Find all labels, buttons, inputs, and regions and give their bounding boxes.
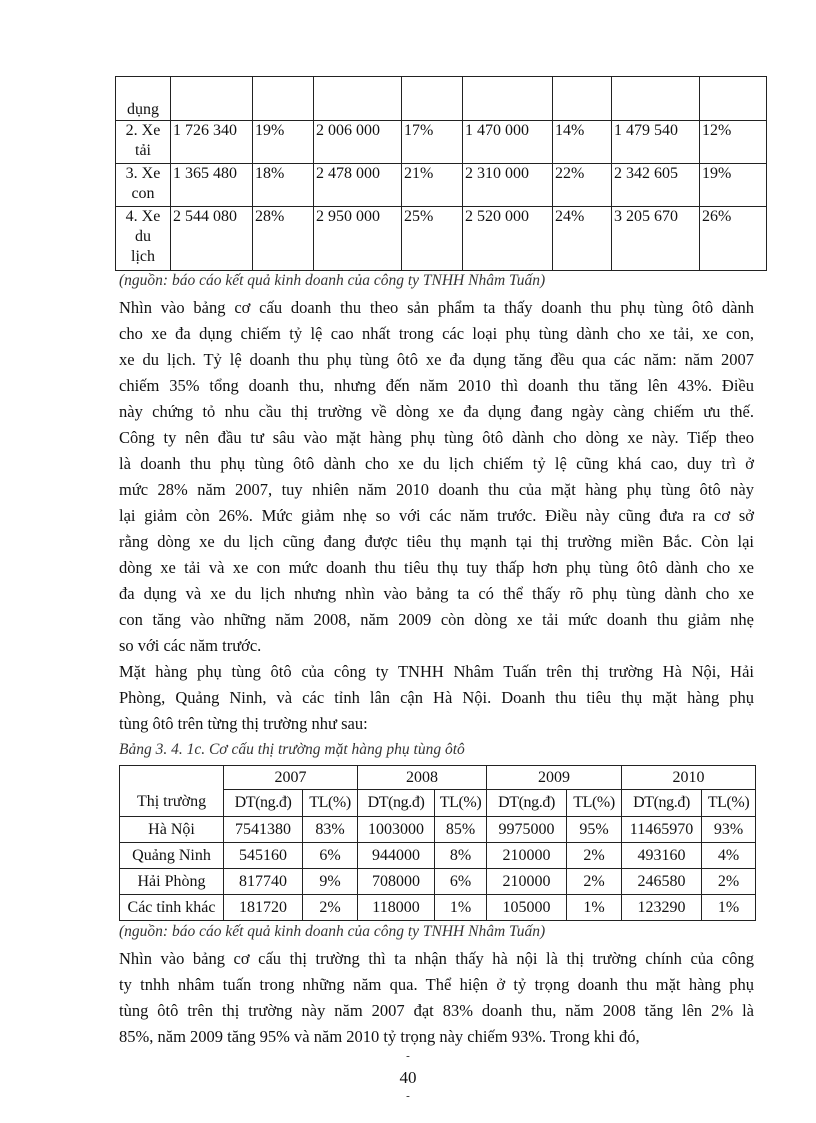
year-header: 2010 xyxy=(622,766,756,790)
table-cell: 7541380 xyxy=(224,817,303,843)
text-line: tùng ôtô trên từng thị trường như sau: xyxy=(119,714,368,733)
table-cell: 1003000 xyxy=(358,817,435,843)
table-cell: 6% xyxy=(435,869,487,895)
table-row xyxy=(116,207,767,271)
text-line: cho xe đa dụng chiếm tỷ lệ cao nhất trong các loại phụ tùng dành cho xe tải, xe con, xyxy=(119,324,754,343)
row-label: 2. Xe tải xyxy=(116,121,171,164)
table-cell: 11465970 xyxy=(622,817,702,843)
row-label: 3. Xe con xyxy=(116,164,171,207)
text-line: này chứng tỏ nhu cầu thị trường về dòng xe đa dụng đang ngày càng chiếm ưu thế. xyxy=(119,402,754,421)
market-name: Hà Nội xyxy=(120,817,224,843)
table-cell: 944000 xyxy=(358,843,435,869)
table-cell: 1 470 000 xyxy=(463,121,553,164)
product-revenue-table xyxy=(115,76,767,271)
text-line: tùng ôtô trên thị trường này năm 2007 đạt 83% doanh thu, năm 2008 tăng lên 2% là xyxy=(119,1001,754,1020)
table-cell: 493160 xyxy=(622,843,702,869)
table-cell: 25% xyxy=(402,207,463,271)
text-line: đa dụng và xe du lịch nhưng nhìn vào bảng ta có thể thấy rõ phụ tùng dành cho xe xyxy=(119,584,754,603)
footer-dash: - xyxy=(406,1090,410,1102)
table-row xyxy=(120,843,756,869)
text-line: rằng dòng xe du lịch cũng đang được tiêu thụ mạnh tại thị trường miền Bắc. Còn lại xyxy=(119,532,754,551)
text-line: Phòng, Quảng Ninh, và các tỉnh lân cận Hà Nội. Doanh thu tiêu thụ mặt hàng phụ xyxy=(119,688,754,707)
table-cell: 246580 xyxy=(622,869,702,895)
text-line: dòng xe tải và xe con mức doanh thu tiêu thụ tuy thấp hơn phụ tùng ôtô dành cho xe xyxy=(119,558,754,577)
table-cell: 2 544 080 xyxy=(171,207,253,271)
text-line: 85%, năm 2009 tăng 95% và năm 2010 tỷ trọng này chiếm 93%. Trong khi đó, xyxy=(119,1027,640,1046)
table-row xyxy=(116,77,767,121)
table-cell xyxy=(553,77,612,121)
table-cell xyxy=(700,77,767,121)
table-cell: 2% xyxy=(567,869,622,895)
text-line: so với các năm trước. xyxy=(119,636,262,655)
table-cell xyxy=(612,77,700,121)
table-cell: 19% xyxy=(700,164,767,207)
table-cell xyxy=(253,77,314,121)
table-cell: 2 006 000 xyxy=(314,121,402,164)
table-cell: 2 950 000 xyxy=(314,207,402,271)
table-cell: 2 310 000 xyxy=(463,164,553,207)
table-cell: 95% xyxy=(567,817,622,843)
table-row xyxy=(116,121,767,164)
text-line: lại giảm còn 26%. Mức giảm nhẹ so với các năm trước. Điều này cũng đưa ra cơ sở xyxy=(119,506,754,525)
body-paragraph xyxy=(119,295,754,659)
table-cell: 21% xyxy=(402,164,463,207)
table-row xyxy=(120,817,756,843)
table-cell: 12% xyxy=(700,121,767,164)
table-cell: 4% xyxy=(702,843,756,869)
table-cell: 210000 xyxy=(487,869,567,895)
body-paragraph xyxy=(119,946,754,1050)
tl-header: TL(%) xyxy=(702,790,756,817)
text-line: con tăng vào những năm 2008, năm 2009 còn dòng xe tải mức doanh thu giảm nhẹ xyxy=(119,610,754,629)
market-header: Thị trường xyxy=(120,766,224,817)
year-header: 2009 xyxy=(487,766,622,790)
table-caption: Bảng 3. 4. 1c. Cơ cấu thị trường mặt hàng phụ tùng ôtô xyxy=(119,741,465,758)
market-structure-table xyxy=(119,765,756,921)
table-cell: 708000 xyxy=(358,869,435,895)
text-line: Công ty nên đầu tư sâu vào mặt hàng phụ tùng ôtô dành cho dòng xe này. Tiếp theo xyxy=(119,428,754,447)
text-line: mức 28% năm 2007, tuy nhiên năm 2010 doanh thu của mặt hàng phụ tùng ôtô này xyxy=(119,480,754,499)
table-cell: 1% xyxy=(567,895,622,921)
table-cell: 1 726 340 xyxy=(171,121,253,164)
footer-dash: - xyxy=(406,1050,410,1062)
page-number: 40 xyxy=(399,1068,417,1087)
table-cell: 3 205 670 xyxy=(612,207,700,271)
table-cell: 118000 xyxy=(358,895,435,921)
table-cell: 93% xyxy=(702,817,756,843)
table-cell: 6% xyxy=(303,843,358,869)
table-cell: 2 478 000 xyxy=(314,164,402,207)
table-header-row xyxy=(120,766,756,790)
table-cell: 2% xyxy=(567,843,622,869)
table-row xyxy=(120,869,756,895)
table-cell: 9975000 xyxy=(487,817,567,843)
text-line: chiếm 35% tổng doanh thu, nhưng đến năm 2010 thì doanh thu tăng lên 43%. Điều xyxy=(119,376,754,395)
tl-header: TL(%) xyxy=(303,790,358,817)
table-cell: 2 520 000 xyxy=(463,207,553,271)
table-cell: 26% xyxy=(700,207,767,271)
table-cell: 181720 xyxy=(224,895,303,921)
source-note: (nguồn: báo cáo kết quả kinh doanh của công ty TNHH Nhâm Tuấn) xyxy=(119,272,546,289)
market-name: Hải Phòng xyxy=(120,869,224,895)
text-line: là doanh thu phụ tùng ôtô dành cho xe du lịch chiếm tỷ lệ cũng khá cao, duy trì ở xyxy=(119,454,754,473)
body-paragraph xyxy=(119,659,754,737)
tl-header: TL(%) xyxy=(435,790,487,817)
table-cell: 105000 xyxy=(487,895,567,921)
table-cell: 1 365 480 xyxy=(171,164,253,207)
text-line: Nhìn vào bảng cơ cấu thị trường thì ta nhận thấy hà nội là thị trường chính của công xyxy=(119,949,754,968)
table-cell: 1% xyxy=(702,895,756,921)
dt-header: DT(ng.đ) xyxy=(487,790,567,817)
dt-header: DT(ng.đ) xyxy=(224,790,303,817)
year-header: 2007 xyxy=(224,766,358,790)
text-line: ty tnhh nhâm tuấn trong những năm qua. Thể hiện ở tỷ trọng doanh thu mặt hàng phụ xyxy=(119,975,754,994)
dt-header: DT(ng.đ) xyxy=(622,790,702,817)
table-cell: 2% xyxy=(303,895,358,921)
table-cell: 18% xyxy=(253,164,314,207)
table-cell: 85% xyxy=(435,817,487,843)
source-note: (nguồn: báo cáo kết quả kinh doanh của công ty TNHH Nhâm Tuấn) xyxy=(119,923,546,940)
table-cell: 123290 xyxy=(622,895,702,921)
table-cell: 22% xyxy=(553,164,612,207)
tl-header: TL(%) xyxy=(567,790,622,817)
table-cell: 9% xyxy=(303,869,358,895)
row-label: 4. Xe du lịch xyxy=(116,207,171,271)
table-cell xyxy=(171,77,253,121)
table-cell: 210000 xyxy=(487,843,567,869)
table-cell: 2 342 605 xyxy=(612,164,700,207)
text-line: Nhìn vào bảng cơ cấu doanh thu theo sản phẩm ta thấy doanh thu phụ tùng ôtô dành xyxy=(119,298,754,317)
table-cell xyxy=(314,77,402,121)
table-cell xyxy=(463,77,553,121)
table-cell: 8% xyxy=(435,843,487,869)
table-cell: 545160 xyxy=(224,843,303,869)
text-line: xe du lịch. Tỷ lệ doanh thu phụ tùng ôtô xe đa dụng tăng đều qua các năm: năm 2007 xyxy=(119,350,754,369)
market-name: Quảng Ninh xyxy=(120,843,224,869)
table-cell: 2% xyxy=(702,869,756,895)
table-cell: 17% xyxy=(402,121,463,164)
table-cell: 14% xyxy=(553,121,612,164)
text-line: Mặt hàng phụ tùng ôtô của công ty TNHH Nhâm Tuấn trên thị trường Hà Nội, Hải xyxy=(119,662,754,681)
table-cell xyxy=(402,77,463,121)
table-row xyxy=(116,164,767,207)
market-name: Các tỉnh khác xyxy=(120,895,224,921)
table-cell: 817740 xyxy=(224,869,303,895)
row-label: dụng xyxy=(116,77,171,121)
table-cell: 19% xyxy=(253,121,314,164)
table-cell: 28% xyxy=(253,207,314,271)
dt-header: DT(ng.đ) xyxy=(358,790,435,817)
table-cell: 1 479 540 xyxy=(612,121,700,164)
table-row xyxy=(120,895,756,921)
table-cell: 24% xyxy=(553,207,612,271)
year-header: 2008 xyxy=(358,766,487,790)
table-cell: 1% xyxy=(435,895,487,921)
table-cell: 83% xyxy=(303,817,358,843)
